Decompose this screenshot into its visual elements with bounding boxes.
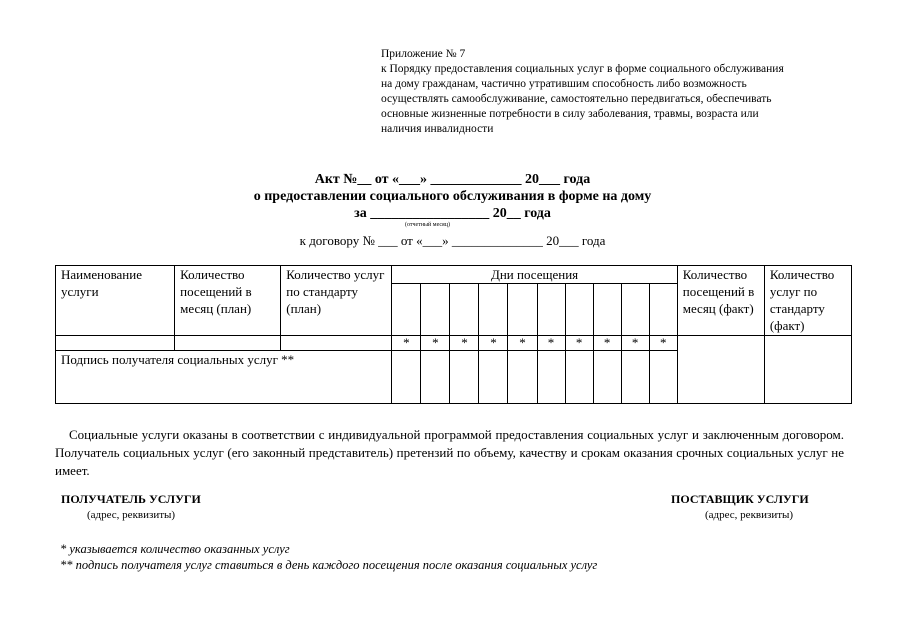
signature-cell[interactable] xyxy=(421,351,450,404)
appendix-line: осуществлять самообслуживание, самостоятельно передвигаться, обеспечивать xyxy=(381,93,772,105)
header-service: Наименование услуги xyxy=(56,266,175,336)
day-cell[interactable] xyxy=(537,284,565,336)
services-table xyxy=(55,265,852,404)
header-visits-plan: Количество посещений в месяц (план) xyxy=(175,266,281,336)
signature-cell[interactable] xyxy=(508,351,537,404)
day-mark[interactable]: * xyxy=(593,336,621,351)
signature-cell[interactable] xyxy=(593,351,621,404)
day-cell[interactable] xyxy=(649,284,677,336)
signature-cell[interactable] xyxy=(537,351,565,404)
appendix-block xyxy=(381,47,851,137)
statement-paragraph: Социальные услуги оказаны в соответствии с индивидуальной программой предоставления социальных услуг и заключенным договором. Получатель социальных услуг (его законный представитель) претензий по объему, качеству и срокам оказания срочных социальных услуг не имеет. xyxy=(55,427,844,478)
appendix-line: наличия инвалидности xyxy=(381,123,494,135)
day-mark[interactable]: * xyxy=(537,336,565,351)
signature-cell[interactable] xyxy=(565,351,593,404)
appendix-line: основные жизненные потребности в силу заболевания, травмы, возраста или xyxy=(381,108,759,120)
standard-fact-cell[interactable] xyxy=(764,336,851,404)
day-cell[interactable] xyxy=(565,284,593,336)
header-standard-plan: Количество услуг по стандарту (план) xyxy=(281,266,392,336)
header-visits-fact: Количество посещений в месяц (факт) xyxy=(677,266,764,336)
day-cell[interactable] xyxy=(421,284,450,336)
day-mark[interactable]: * xyxy=(649,336,677,351)
footnote-2: ** подпись получателя услуг ставиться в день каждого посещения после оказания социальных услуг xyxy=(60,558,598,572)
day-cell[interactable] xyxy=(392,284,421,336)
day-mark[interactable]: * xyxy=(479,336,508,351)
signature-row-label: Подпись получателя социальных услуг ** xyxy=(56,351,392,404)
day-cell[interactable] xyxy=(593,284,621,336)
standard-plan-cell[interactable] xyxy=(281,336,392,351)
provider-details: (адрес, реквизиты) xyxy=(705,509,794,521)
day-cell[interactable] xyxy=(450,284,479,336)
signature-cell[interactable] xyxy=(450,351,479,404)
day-mark[interactable]: * xyxy=(450,336,479,351)
day-mark[interactable]: * xyxy=(621,336,649,351)
header-standard-fact: Количество услуг по стандарту (факт) xyxy=(764,266,851,336)
signature-cell[interactable] xyxy=(392,351,421,404)
appendix-line: Приложение № 7 xyxy=(381,48,466,60)
signature-cell[interactable] xyxy=(649,351,677,404)
day-mark[interactable]: * xyxy=(421,336,450,351)
day-mark[interactable]: * xyxy=(508,336,537,351)
day-mark[interactable]: * xyxy=(392,336,421,351)
footnote-1: * указывается количество оказанных услуг xyxy=(60,542,290,556)
contract-line: к договору № ___ от «___» ______________ 20___ года xyxy=(299,233,606,248)
month-hint: (отчетный месяц) xyxy=(404,222,451,228)
appendix-line: на дому гражданам, частично утратившим способность либо возможность xyxy=(381,78,747,90)
act-subtitle: о предоставлении социального обслуживания в форме на дому xyxy=(253,189,652,204)
act-period: за _________________ 20__ года xyxy=(354,206,551,221)
day-cell[interactable] xyxy=(508,284,537,336)
day-cell[interactable] xyxy=(479,284,508,336)
visits-fact-cell[interactable] xyxy=(677,336,764,404)
header-days: Дни посещения xyxy=(392,266,677,284)
signature-cell[interactable] xyxy=(479,351,508,404)
act-title: Акт №__ от «___» _____________ 20___ года xyxy=(314,172,591,187)
day-cell[interactable] xyxy=(621,284,649,336)
appendix-line: к Порядку предоставления социальных услуг в форме социального обслуживания xyxy=(381,63,784,75)
recipient-label: ПОЛУЧАТЕЛЬ УСЛУГИ xyxy=(61,492,201,506)
signature-cell[interactable] xyxy=(621,351,649,404)
provider-label: ПОСТАВЩИК УСЛУГИ xyxy=(671,492,809,506)
recipient-details: (адрес, реквизиты) xyxy=(87,509,176,521)
visits-plan-cell[interactable] xyxy=(175,336,281,351)
day-mark[interactable]: * xyxy=(565,336,593,351)
service-cell[interactable] xyxy=(56,336,175,351)
